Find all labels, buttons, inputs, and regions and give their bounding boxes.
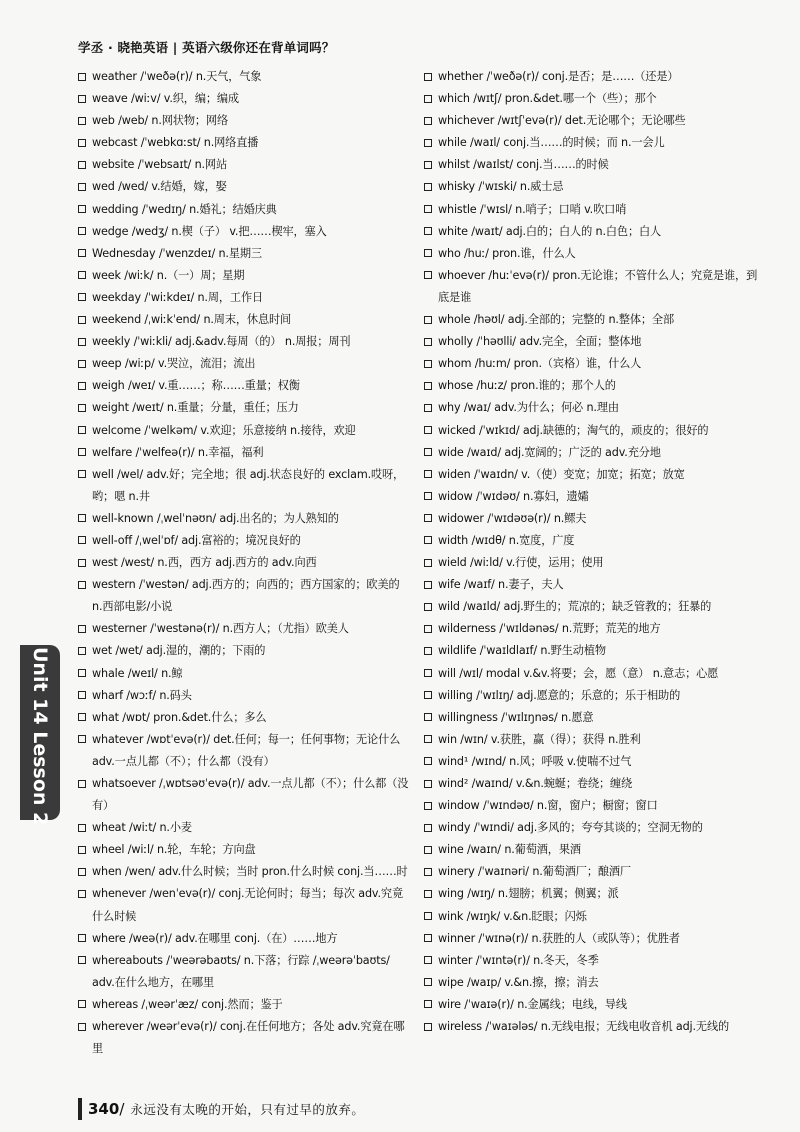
vocab-entry: wicked /ˈwɪkɪd/ adj.缺德的；淘气的，顽皮的；很好的: [424, 420, 760, 442]
vocab-entry: welcome /ˈwelkəm/ v.欢迎；乐意接纳 n.接待，欢迎: [78, 420, 412, 442]
vocab-entry: willing /ˈwɪlɪŋ/ adj.愿意的；乐意的；乐于相助的: [424, 685, 760, 707]
vocab-entry: whole /həʊl/ adj.全部的；完整的 n.整体；全部: [424, 309, 760, 331]
vocab-entry: wet /wet/ adj.湿的，潮的；下雨的: [78, 640, 412, 662]
vocab-entry: what /wɒt/ pron.&det.什么；多么: [78, 707, 412, 729]
footer-bar: [78, 1098, 82, 1120]
vocab-entry: whichever /wɪtʃˈevə(r)/ det.无论哪个；无论哪些: [424, 110, 760, 132]
vocab-entry: well /wel/ adv.好；完全地；很 adj.状态良好的 exclam.哎呀，哟；嗯 n.井: [78, 464, 412, 508]
footer-slash: /: [119, 1100, 125, 1118]
vocab-entry: wind² /waɪnd/ v.&n.蜿蜒；卷绕；缠绕: [424, 773, 760, 795]
vocab-entry: webcast /ˈwebkɑːst/ n.网络直播: [78, 132, 412, 154]
vocab-entry: weigh /weɪ/ v.重……；称……重量；权衡: [78, 375, 412, 397]
unit-tab-label: Unit 14 Lesson 2: [29, 647, 51, 826]
vocab-entry: wing /wɪŋ/ n.翅膀；机翼；侧翼；派: [424, 883, 760, 905]
vocab-entry: wheat /wiːt/ n.小麦: [78, 817, 412, 839]
vocab-entry: winter /ˈwɪntə(r)/ n.冬天，冬季: [424, 950, 760, 972]
vocab-entry: whereabouts /ˈweərəbaʊts/ n.下落；行踪 /ˌweərəˈbaʊts/ adv.在什么地方，在哪里: [78, 950, 412, 994]
vocab-entry: which /wɪtʃ/ pron.&det.哪一个（些）；那个: [424, 88, 760, 110]
vocab-entry: web /web/ n.网状物；网络: [78, 110, 412, 132]
page-footer: [78, 1098, 364, 1120]
vocab-entry: wilderness /ˈwɪldənəs/ n.荒野；荒芜的地方: [424, 618, 760, 640]
vocab-entry: white /waɪt/ adj.白的；白人的 n.白色；白人: [424, 221, 760, 243]
vocab-entry: win /wɪn/ v.获胜，赢（得）；获得 n.胜利: [424, 729, 760, 751]
vocab-entry: whistle /ˈwɪsl/ n.哨子；口哨 v.吹口哨: [424, 199, 760, 221]
vocab-entry: wedge /wedʒ/ n.楔（子） v.把……楔牢，塞入: [78, 221, 412, 243]
vocab-entry: wildlife /ˈwaɪldlaɪf/ n.野生动植物: [424, 640, 760, 662]
vocab-entry: where /weə(r)/ adv.在哪里 conj.（在）……地方: [78, 928, 412, 950]
vocab-entry: wire /ˈwaɪə(r)/ n.金属线；电线，导线: [424, 994, 760, 1016]
vocab-entry: wine /waɪn/ n.葡萄酒，果酒: [424, 839, 760, 861]
vocab-entry: whatsoever /ˌwɒtsəʊˈevə(r)/ adv.一点儿都（不）；什么都（没有）: [78, 773, 412, 817]
left-column: [78, 66, 412, 1060]
vocab-entry: whenever /wenˈevə(r)/ conj.无论何时；每当；每次 adv.究竟什么时候: [78, 883, 412, 927]
vocab-entry: wheel /wiːl/ n.轮，车轮；方向盘: [78, 839, 412, 861]
vocab-entry: website /ˈwebsaɪt/ n.网站: [78, 154, 412, 176]
vocab-entry: who /huː/ pron.谁，什么人: [424, 243, 760, 265]
vocab-entry: Wednesday /ˈwenzdeɪ/ n.星期三: [78, 243, 412, 265]
vocab-entry: wherever /weərˈevə(r)/ conj.在任何地方；各处 adv.究竟在哪里: [78, 1016, 412, 1060]
vocab-entry: whose /huːz/ pron.谁的；那个人的: [424, 375, 760, 397]
vocab-entry: widen /ˈwaɪdn/ v.（使）变宽；加宽；拓宽；放宽: [424, 464, 760, 486]
vocab-entry: whom /huːm/ pron.（宾格）谁，什么人: [424, 353, 760, 375]
vocab-entry: wedding /ˈwedɪŋ/ n.婚礼；结婚庆典: [78, 199, 412, 221]
vocab-entry: wild /waɪld/ adj.野生的；荒凉的；缺乏管教的；狂暴的: [424, 596, 760, 618]
vocab-entry: windy /ˈwɪndi/ adj.多风的；夸夸其谈的；空洞无物的: [424, 817, 760, 839]
vocab-entry: whisky /ˈwɪski/ n.威士忌: [424, 176, 760, 198]
vocab-entry: weekend /ˌwiːkˈend/ n.周末，休息时间: [78, 309, 412, 331]
vocab-entry: whereas /ˌweərˈæz/ conj.然而；鉴于: [78, 994, 412, 1016]
vocab-entry: week /wiːk/ n.（一）周；星期: [78, 265, 412, 287]
vocab-entry: while /waɪl/ conj.当……的时候；而 n.一会儿: [424, 132, 760, 154]
vocab-entry: window /ˈwɪndəʊ/ n.窗，窗户；橱窗；窗口: [424, 795, 760, 817]
vocab-entry: willingness /ˈwɪlɪŋnəs/ n.愿意: [424, 707, 760, 729]
vocab-entry: winner /ˈwɪnə(r)/ n.获胜的人（或队等）；优胜者: [424, 928, 760, 950]
vocab-entry: winery /ˈwaɪnəri/ n.葡萄酒厂；酿酒厂: [424, 861, 760, 883]
vocab-entry: weight /weɪt/ n.重量；分量，重任；压力: [78, 397, 412, 419]
vocab-entry: when /wen/ adv.什么时候；当时 pron.什么时候 conj.当……时: [78, 861, 412, 883]
vocab-entry: why /waɪ/ adv.为什么；何必 n.理由: [424, 397, 760, 419]
vocab-entry: wink /wɪŋk/ v.&n.眨眼；闪烁: [424, 906, 760, 928]
vocab-entry: weekly /ˈwiːkli/ adj.&adv.每周（的） n.周报；周刊: [78, 331, 412, 353]
vocab-entry: wholly /ˈhəʊlli/ adv.完全，全面；整体地: [424, 331, 760, 353]
vocab-entry: weave /wiːv/ v.织，编；编成: [78, 88, 412, 110]
vocab-entry: widow /ˈwɪdəʊ/ n.寡妇，遗孀: [424, 486, 760, 508]
vocab-entry: width /wɪdθ/ n.宽度，广度: [424, 530, 760, 552]
vocab-entry: wield /wiːld/ v.行使，运用；使用: [424, 552, 760, 574]
vocab-entry: western /ˈwestən/ adj.西方的；向西的；西方国家的；欧美的 n.西部电影/小说: [78, 574, 412, 618]
vocab-entry: whether /ˈweðə(r)/ conj.是否；是……（还是）: [424, 66, 760, 88]
vocab-entry: wipe /waɪp/ v.&n.擦，擦；消去: [424, 972, 760, 994]
vocab-entry: wife /waɪf/ n.妻子，夫人: [424, 574, 760, 596]
vocab-entry: welfare /ˈwelfeə(r)/ n.幸福，福利: [78, 442, 412, 464]
vocab-entry: weekday /ˈwiːkdeɪ/ n.周，工作日: [78, 287, 412, 309]
vocab-entry: whilst /waɪlst/ conj.当……的时候: [424, 154, 760, 176]
vocab-entry: wed /wed/ v.结婚，嫁，娶: [78, 176, 412, 198]
right-column: [424, 66, 760, 1038]
vocab-entry: wharf /wɔːf/ n.码头: [78, 685, 412, 707]
vocab-entry: whatever /wɒtˈevə(r)/ det.任何；每一；任何事物；无论什么 adv.一点儿都（不）；什么都（没有）: [78, 729, 412, 773]
vocab-entry: well-off /ˌwelˈɒf/ adj.富裕的；境况良好的: [78, 530, 412, 552]
vocab-entry: wind¹ /wɪnd/ n.风；呼吸 v.使喘不过气: [424, 751, 760, 773]
unit-tab: [20, 645, 60, 826]
page-number: 340: [88, 1100, 120, 1118]
vocab-entry: wireless /ˈwaɪələs/ n.无线电报；无线电收音机 adj.无线的: [424, 1016, 760, 1038]
footer-motto: 永远没有太晚的开始，只有过早的放弃。: [130, 1102, 365, 1117]
vocab-entry: wide /waɪd/ adj.宽阔的；广泛的 adv.充分地: [424, 442, 760, 464]
vocab-entry: westerner /ˈwestənə(r)/ n.西方人；（尤指）欧美人: [78, 618, 412, 640]
vocab-entry: weather /ˈweðə(r)/ n.天气，气象: [78, 66, 412, 88]
vocab-entry: whoever /huːˈevə(r)/ pron.无论谁；不管什么人；究竟是谁，到底是谁: [424, 265, 760, 309]
vocab-entry: well-known /ˌwelˈnəʊn/ adj.出名的；为人熟知的: [78, 508, 412, 530]
vocab-entry: will /wɪl/ modal v.&v.将要；会，愿（意） n.意志；心愿: [424, 663, 760, 685]
vocab-entry: weep /wiːp/ v.哭泣，流泪；流出: [78, 353, 412, 375]
vocab-entry: west /west/ n.西，西方 adj.西方的 adv.向西: [78, 552, 412, 574]
vocab-entry: whale /weɪl/ n.鲸: [78, 663, 412, 685]
vocab-entry: widower /ˈwɪdəʊə(r)/ n.鳏夫: [424, 508, 760, 530]
page-header: 学丞 · 晓艳英语 | 英语六级你还在背单词吗？: [78, 40, 335, 55]
